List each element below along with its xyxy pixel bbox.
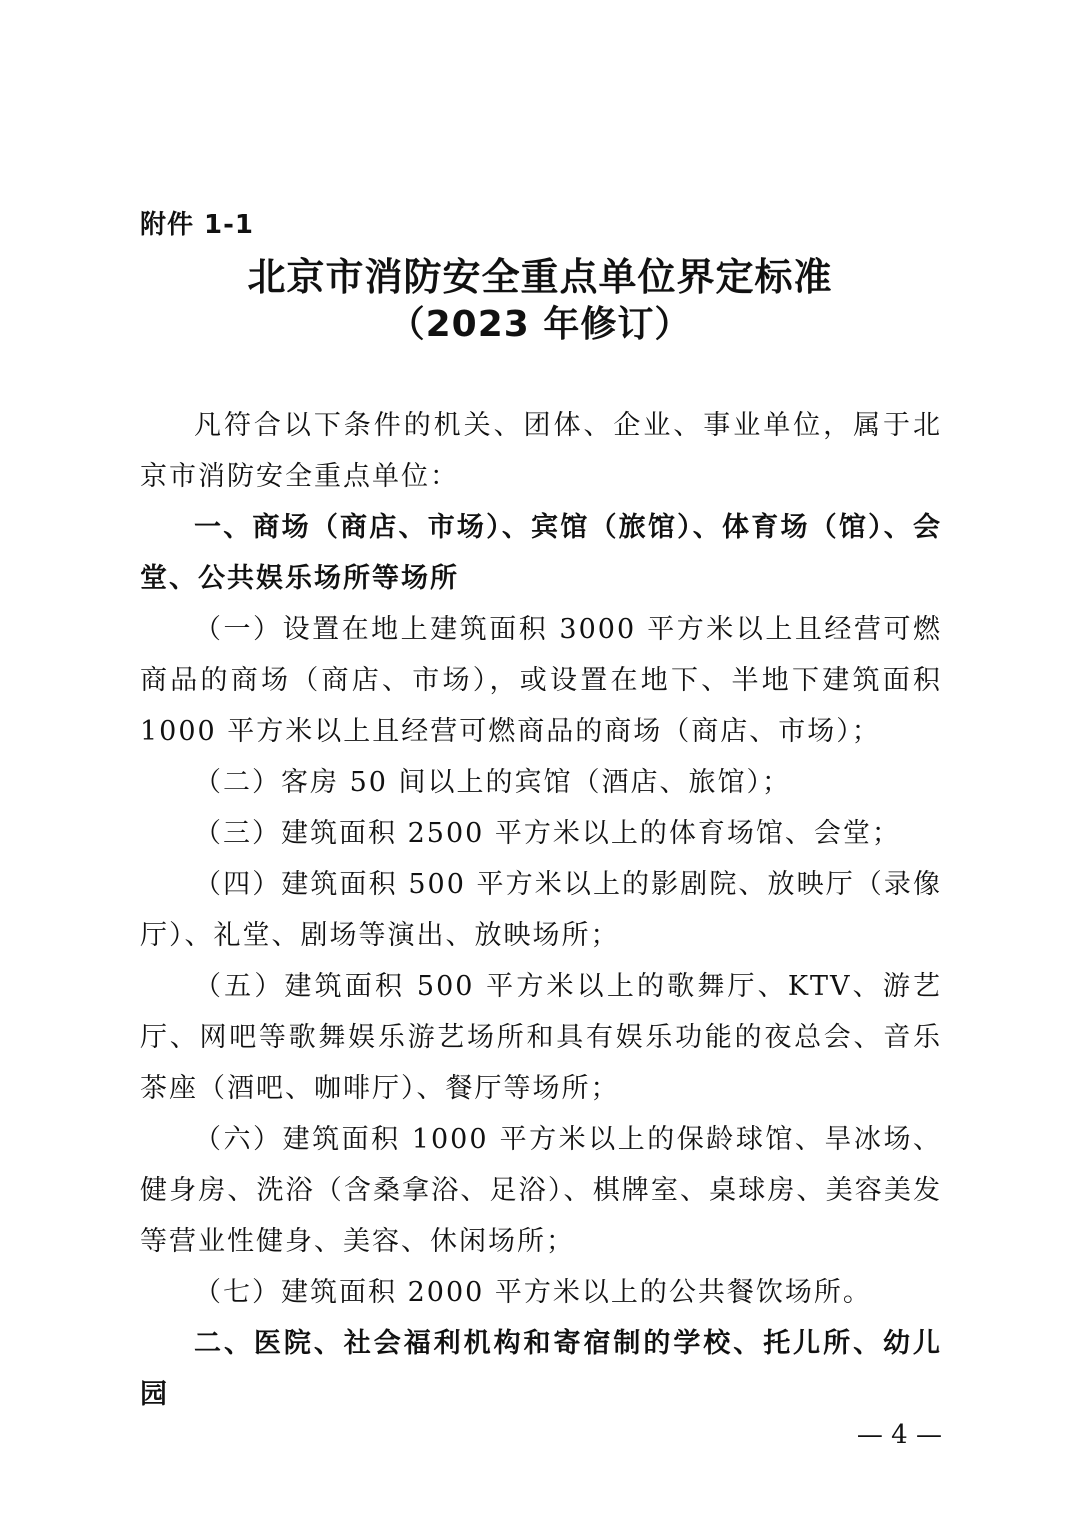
document-title: 北京市消防安全重点单位界定标准 — [247, 255, 833, 299]
list-item: （一）设置在地上建筑面积 3000 平方米以上且经营可燃商品的商场（商店、市场），或设置在地下、半地下建筑面积 1000 平方米以上且经营可燃商品的商场（商店、市场）； — [140, 614, 942, 747]
section-heading: 一、商场（商店、市场）、宾馆（旅馆）、体育场（馆）、会堂、公共娱乐场所等场所 — [140, 512, 942, 594]
page-number: — 4 — — [856, 1420, 942, 1450]
document-subtitle: （2023 年修订） — [388, 304, 692, 345]
document-body — [140, 400, 942, 1420]
list-item: （五）建筑面积 500 平方米以上的歌舞厅、KTV、游艺厅、网吧等歌舞娱乐游艺场所和具有娱乐功能的夜总会、音乐茶座（酒吧、咖啡厅）、餐厅等场所； — [140, 971, 942, 1104]
list-item: （四）建筑面积 500 平方米以上的影剧院、放映厅（录像厅）、礼堂、剧场等演出、放映场所； — [140, 869, 942, 951]
intro-paragraph: 凡符合以下条件的机关、团体、企业、事业单位，属于北京市消防安全重点单位： — [140, 410, 942, 492]
attachment-label: 附件 1-1 — [140, 210, 255, 240]
list-item: （二）客房 50 间以上的宾馆（酒店、旅馆）； — [194, 767, 792, 798]
section-heading: 二、医院、社会福利机构和寄宿制的学校、托儿所、幼儿园 — [140, 1328, 942, 1410]
list-item: （七）建筑面积 2000 平方米以上的公共餐饮场所。 — [194, 1277, 872, 1308]
list-item: （六）建筑面积 1000 平方米以上的保龄球馆、旱冰场、健身房、洗浴（含桑拿浴、足浴）、棋牌室、桌球房、美容美发等营业性健身、美容、休闲场所； — [140, 1124, 942, 1257]
list-item: （三）建筑面积 2500 平方米以上的体育场馆、会堂； — [194, 818, 901, 849]
